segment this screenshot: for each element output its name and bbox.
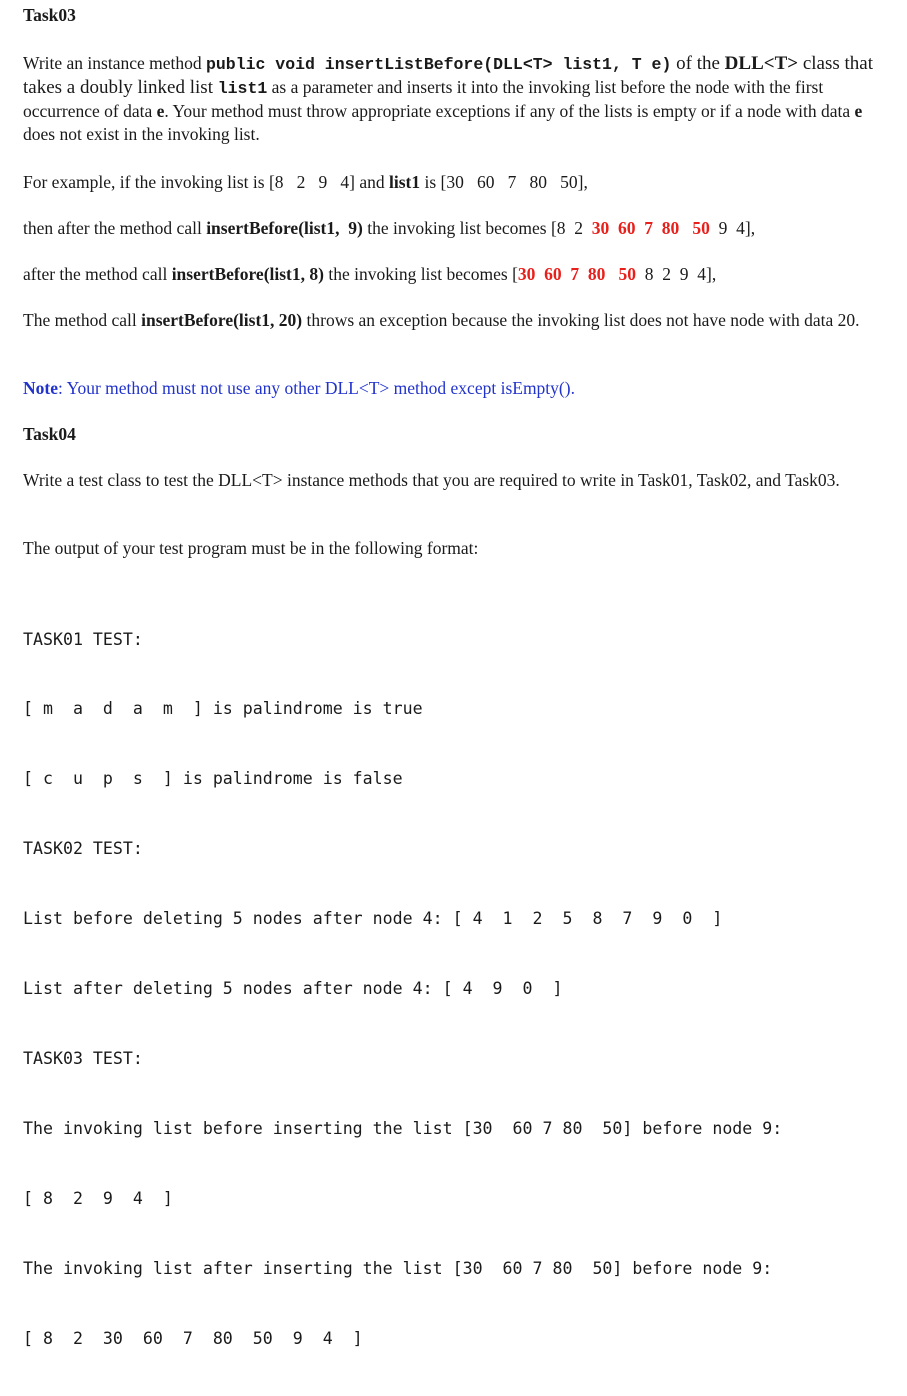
- output-line: List after deleting 5 nodes after node 4: [ 4 9 0 ]: [23, 979, 563, 999]
- example-text: is [30 60 7 80 50],: [420, 172, 588, 192]
- output-line: TASK01 TEST:: [23, 629, 143, 649]
- class-name: DLL<T>: [724, 53, 799, 74]
- param-name: e: [854, 101, 863, 121]
- task03-heading: Task03: [23, 5, 76, 25]
- output-line: [ c u p s ] is palindrome is false: [23, 769, 403, 789]
- inserted-values: 30 60 7 80 50: [591, 218, 710, 238]
- output-line: TASK03 TEST:: [23, 1048, 143, 1068]
- output-line: TASK02 TEST:: [23, 839, 143, 859]
- method-call: insertBefore(list1, 20): [141, 310, 303, 330]
- after-line: [23, 263, 881, 286]
- then-text: the invoking list becomes [8 2: [362, 218, 592, 238]
- desc-text: as a parameter and inserts it into the invoking list before the node with the first occurrence of data: [23, 77, 824, 121]
- program-output: [23, 581, 881, 1396]
- method-signature: public void insertListBefore(DLL<T> list1, T e): [205, 55, 672, 74]
- param-name: e: [156, 101, 165, 121]
- example-line: [23, 171, 881, 194]
- then-text: 9 4],: [709, 218, 756, 238]
- output-line: [ m a d a m ] is palindrome is true: [23, 699, 423, 719]
- format-line: The output of your test program must be in the following format:: [23, 538, 479, 558]
- method-call: insertBefore(list1, 9): [206, 218, 363, 238]
- desc-text: class that takes a doubly linked list: [23, 53, 874, 98]
- output-line: List before deleting 5 nodes after node 4: [ 4 1 2 5 8 7 9 0 ]: [23, 909, 723, 929]
- after-text: after the method call: [23, 264, 172, 284]
- method-call: insertBefore(list1, 8): [171, 264, 324, 284]
- desc-text: Write an instance method: [23, 53, 206, 73]
- inserted-values: 30 60 7 80 50: [517, 264, 637, 284]
- desc-text: of the: [671, 53, 725, 74]
- task04-description: Write a test class to test the DLL<T> instance methods that you are required to write in Task01, Task02, and Task03.: [23, 470, 840, 490]
- note-line: [23, 377, 881, 400]
- after-text: 8 2 9 4],: [636, 264, 717, 284]
- after-text: the invoking list becomes [: [323, 264, 518, 284]
- throws-paragraph: [23, 309, 881, 332]
- desc-text: . Your method must throw appropriate exceptions if any of the lists is empty or if a node with data: [164, 101, 855, 121]
- throws-text: The method call: [23, 310, 142, 330]
- output-line: The invoking list after inserting the list [30 60 7 80 50] before node 9:: [23, 1258, 773, 1278]
- task03-description: [23, 52, 881, 146]
- note-label: Note: [23, 378, 58, 398]
- note-text: : Your method must not use any other DLL<T> method except isEmpty().: [57, 378, 575, 398]
- output-line: [ 8 2 9 4 ]: [23, 1188, 173, 1208]
- param-name: list1: [389, 172, 421, 192]
- throws-text: throws an exception because the invoking list does not have node with data 20.: [302, 310, 860, 330]
- desc-text: does not exist in the invoking list.: [23, 124, 260, 144]
- example-text: For example, if the invoking list is [8 2 9 4] and: [23, 172, 389, 192]
- then-text: then after the method call: [23, 218, 207, 238]
- output-line: The invoking list before inserting the list [30 60 7 80 50] before node 9:: [23, 1118, 783, 1138]
- param-name: list1: [217, 79, 268, 98]
- task04-heading: Task04: [23, 424, 76, 444]
- output-line: [ 8 2 30 60 7 80 50 9 4 ]: [23, 1328, 363, 1348]
- then-line: [23, 217, 881, 240]
